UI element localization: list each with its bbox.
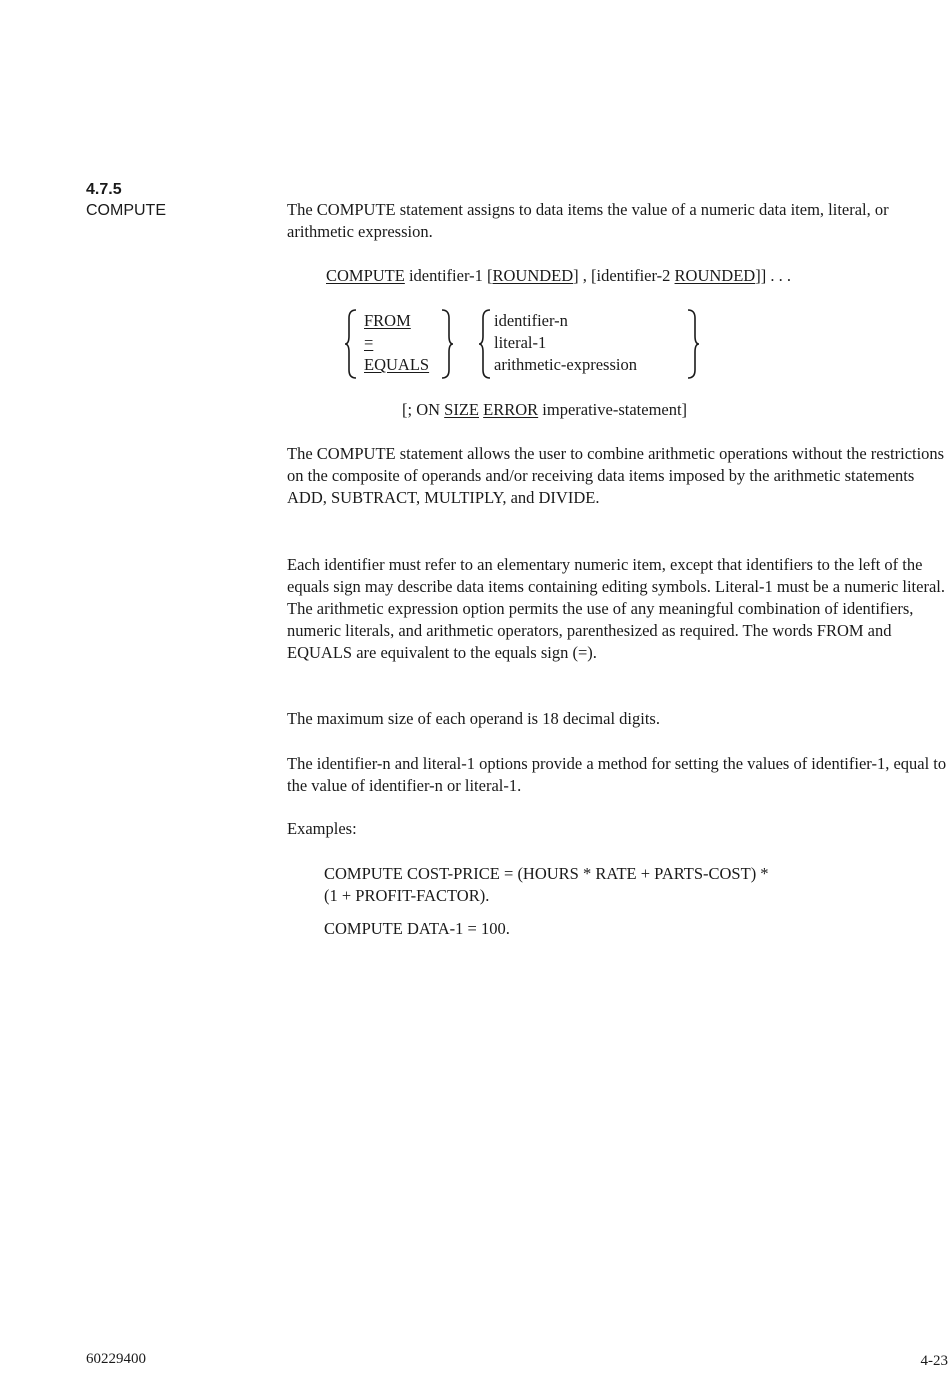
format-text-c: ]] . . . xyxy=(755,266,791,285)
section-title: COMPUTE xyxy=(86,202,166,219)
option-equals-sign: = xyxy=(364,333,374,352)
option-from: FROM xyxy=(364,311,411,330)
paragraph-combine: The COMPUTE statement allows the user to combine arithmetic operations without the restrictions on the composite of operands and/or receiving data items imposed by the arithmetic statements ADD, SUBTRACT, MULTIPLY, and DIVIDE. xyxy=(287,444,945,507)
intro-paragraph: The COMPUTE statement assigns to data items the value of a numeric data item, literal, or arithmetic expression. xyxy=(287,200,889,241)
rounded-keyword-2: ROUNDED xyxy=(674,266,756,285)
right-brace-2 xyxy=(686,308,700,380)
document-number: 60229400 xyxy=(86,1351,146,1367)
example-line-1: COMPUTE COST-PRICE = (HOURS * RATE + PARTS-COST) * xyxy=(324,864,769,883)
left-brace-2 xyxy=(478,308,492,380)
option-identifier-n: identifier-n xyxy=(494,311,568,330)
examples-heading: Examples: xyxy=(287,819,357,838)
format-line-1 xyxy=(326,265,791,287)
example-line-2: (1 + PROFIT-FACTOR). xyxy=(324,886,490,905)
compute-keyword: COMPUTE xyxy=(326,266,405,285)
left-brace-1 xyxy=(344,308,358,380)
paragraph-identifier-rules: Each identifier must refer to an elementary numeric item, except that identifiers to the left of the equals sign may describe data items containing editing symbols. Literal-1 must be a numeric literal. The arithmetic expression option permits the use of any meaningful combination of identifiers, numeric literals, and arithmetic operators, parenthesized as required. The words FROM and EQUALS are equivalent to the equals sign (=). xyxy=(287,555,945,662)
page-number: 4-23 xyxy=(920,1353,948,1369)
option-arithmetic-expression: arithmetic-expression xyxy=(494,355,637,374)
right-brace-1 xyxy=(440,308,454,380)
example-line-3: COMPUTE DATA-1 = 100. xyxy=(324,919,510,938)
size-error-clause: [; ON SIZE ERROR imperative-statement] xyxy=(402,400,688,419)
paragraph-options: The identifier-n and literal-1 options provide a method for setting the values of identifier-1, equal to the value of identifier-n or literal-1. xyxy=(287,754,947,795)
option-equals-word: EQUALS xyxy=(364,355,430,374)
size-keyword: SIZE xyxy=(444,400,480,419)
paragraph-max-size: The maximum size of each operand is 18 decimal digits. xyxy=(287,709,660,728)
format-text-b: ] , [identifier-2 xyxy=(573,266,675,285)
rounded-keyword-1: ROUNDED xyxy=(492,266,574,285)
format-text-a: identifier-1 [ xyxy=(404,266,493,285)
section-number: 4.7.5 xyxy=(86,181,122,198)
error-keyword: ERROR xyxy=(483,400,539,419)
option-literal-1: literal-1 xyxy=(494,333,547,352)
